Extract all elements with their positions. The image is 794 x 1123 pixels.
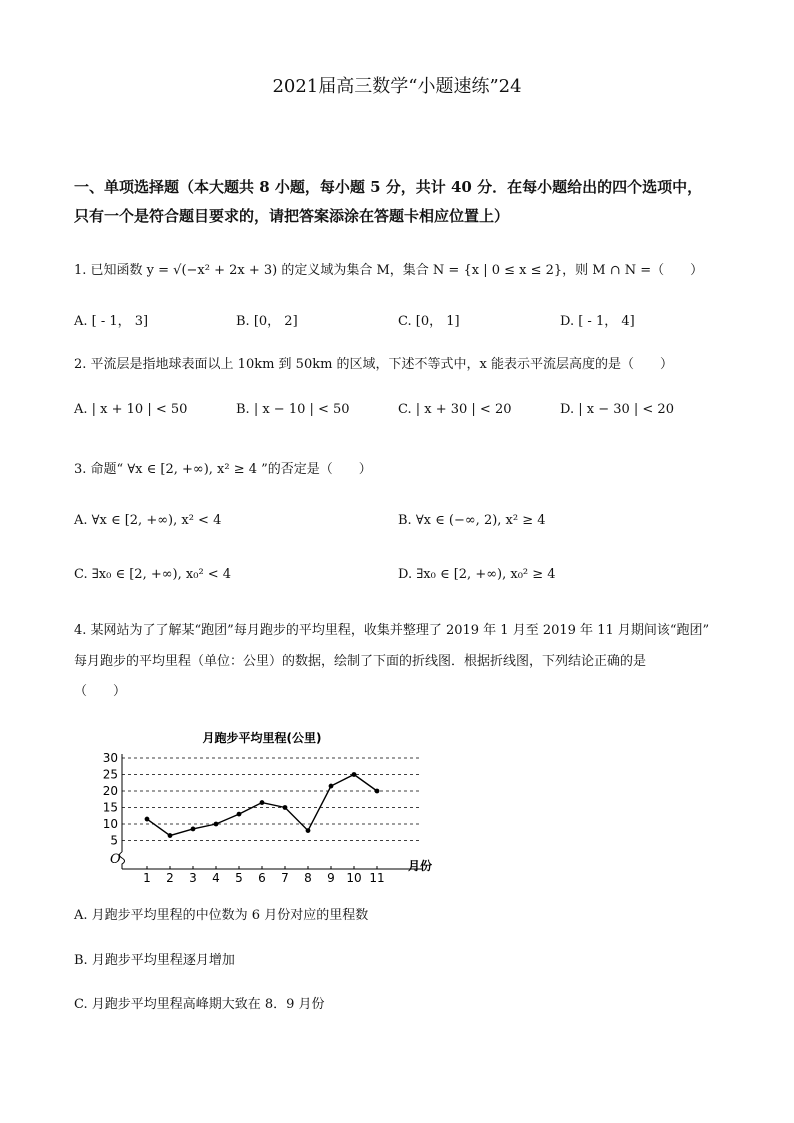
chart-x-tick-label: 4 — [212, 871, 220, 885]
q4-option-b: B. 月跑步平均里程逐月增加 — [74, 953, 235, 968]
q1-option-d: D. [ - 1， 4] — [560, 314, 635, 329]
chart-point — [283, 805, 288, 810]
chart-x-tick-label: 8 — [304, 871, 312, 885]
chart-y-tick-label: 5 — [110, 833, 118, 848]
q2-option-a: A. | x + 10 | < 50 — [74, 402, 188, 417]
chart-y-tick-label: 25 — [102, 767, 118, 782]
page-title: 2021届高三数学“小题速练”24 — [272, 76, 522, 97]
q1-option-c: C. [0， 1] — [398, 314, 460, 329]
q3-option-a: A. ∀x ∈ [2, +∞), x² < 4 — [74, 513, 222, 528]
chart-point — [168, 833, 173, 838]
q1-stem: 1. 已知函数 y = √(−x² + 2x + 3) 的定义域为集合 M，集合 N = {x | 0 ≤ x ≤ 2}，则 M ∩ N =（ ） — [74, 263, 704, 278]
q2-option-d: D. | x − 30 | < 20 — [560, 402, 674, 417]
chart-x-tick-label: 11 — [369, 871, 385, 885]
chart-y-tick-label: 20 — [102, 784, 118, 798]
chart-x-tick-label: 6 — [258, 871, 266, 885]
chart-point — [306, 828, 311, 833]
q1-option-b: B. [0， 2] — [236, 314, 298, 329]
q4-stem-line3: （ ） — [74, 684, 127, 699]
chart-y-tick-label: 30 — [102, 751, 118, 765]
chart-origin-label: O — [110, 852, 121, 867]
q2-option-b: B. | x − 10 | < 50 — [236, 402, 350, 417]
q2-stem: 2. 平流层是指地球表面以上 10km 到 50km 的区域，下述不等式中，x 能表示平流层高度的是（ ） — [74, 357, 674, 372]
q2-option-c: C. | x + 30 | < 20 — [398, 402, 512, 417]
q4-stem-line2: 每月跑步的平均里程（单位：公里）的数据，绘制了下面的折线图．根据折线图，下列结论正确的是 — [74, 654, 647, 669]
chart-points — [145, 772, 380, 838]
chart-grid — [122, 758, 422, 841]
q3-option-b: B. ∀x ∈ (−∞, 2), x² ≥ 4 — [398, 513, 546, 528]
chart-x-axis-label: 月份 — [408, 859, 433, 873]
chart-point — [352, 772, 357, 777]
line-chart — [96, 724, 446, 885]
q4-option-a: A. 月跑步平均里程的中位数为 6 月份对应的里程数 — [74, 908, 369, 923]
chart-y-tick-label: 10 — [102, 817, 118, 831]
q3-option-c: C. ∃x₀ ∈ [2, +∞), x₀² < 4 — [74, 567, 232, 582]
chart-x-tick-label: 3 — [189, 871, 197, 885]
section-heading-line1: 一、单项选择题（本大题共 8 小题，每小题 5 分，共计 40 分．在每小题给出的四个选项中， — [74, 178, 703, 196]
q4-stem-line1: 4. 某网站为了了解某“跑团”每月跑步的平均里程，收集并整理了 2019 年 1 月至 2019 年 11 月期间该“跑团” — [74, 623, 710, 638]
chart-title: 月跑步平均里程(公里) — [202, 731, 322, 745]
chart-x-tick-label: 5 — [235, 871, 243, 885]
chart-y-ticks — [103, 751, 118, 848]
chart-point — [329, 784, 334, 789]
chart-point — [214, 822, 219, 827]
chart-x-tick-label: 1 — [143, 871, 151, 885]
chart-x-tick-label: 2 — [166, 871, 174, 885]
q4-option-c: C. 月跑步平均里程高峰期大致在 8．9 月份 — [74, 997, 325, 1012]
chart-point — [237, 812, 242, 817]
chart-series-line — [147, 775, 377, 836]
q3-stem: 3. 命题“ ∀x ∈ [2, +∞), x² ≥ 4 ”的否定是（ ） — [74, 462, 372, 477]
chart-x-tick-label: 9 — [327, 871, 335, 885]
chart-point — [145, 817, 150, 822]
q3-option-d: D. ∃x₀ ∈ [2, +∞), x₀² ≥ 4 — [398, 567, 556, 582]
chart-x-tick-label: 7 — [281, 871, 289, 885]
q1-option-a: A. [ - 1， 3] — [74, 314, 149, 329]
chart-axes — [120, 754, 423, 869]
chart-point — [260, 800, 265, 805]
chart-point — [375, 789, 380, 794]
section-heading-line2: 只有一个是符合题目要求的，请把答案添涂在答题卡相应位置上） — [74, 207, 510, 225]
chart-y-tick-label: 15 — [102, 800, 118, 815]
chart-point — [191, 827, 196, 832]
chart-x-tick-label: 10 — [346, 871, 362, 885]
